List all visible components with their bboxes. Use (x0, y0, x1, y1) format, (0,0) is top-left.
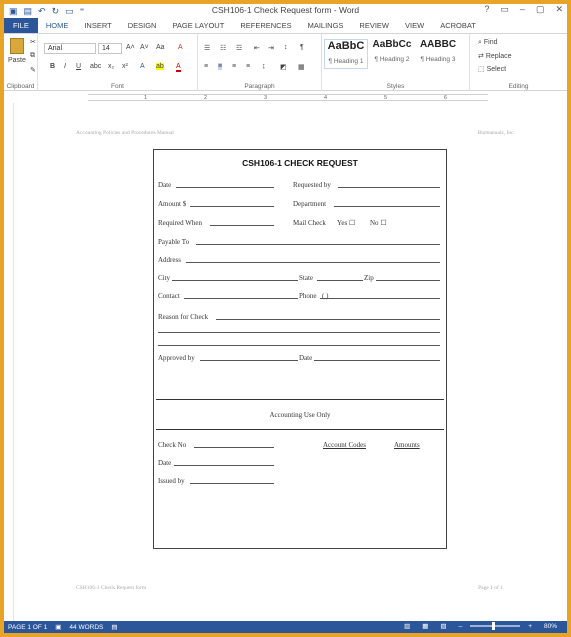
style-name: ¶ Heading 3 (420, 56, 456, 63)
requested-by-field[interactable] (338, 187, 440, 188)
check-no-label: Check No (158, 441, 187, 449)
replace-button[interactable] (478, 52, 512, 60)
select-button[interactable] (478, 65, 506, 73)
account-codes-heading: Account Codes (323, 441, 366, 449)
save-icon[interactable]: ▤ (23, 5, 33, 16)
reason-line-3[interactable] (158, 345, 440, 346)
page-header-right: Bizmanualz, Inc. (477, 130, 515, 136)
requested-by-label: Requested by (293, 181, 331, 189)
form-title: CSH106-1 CHECK REQUEST (242, 158, 358, 168)
maximize-icon[interactable]: ▢ (535, 4, 545, 14)
zoom-slider-thumb[interactable] (492, 622, 495, 630)
paste-button[interactable]: Paste (8, 57, 26, 64)
style-heading-2[interactable] (370, 39, 414, 69)
contact-field[interactable] (184, 298, 298, 299)
text-effects-icon[interactable]: A (140, 63, 145, 70)
ruler-number: 1 (144, 95, 148, 101)
phone-area-code[interactable]: ( ) (322, 292, 329, 300)
tab-acrobat[interactable]: ACROBAT (440, 21, 476, 30)
redo-icon[interactable]: ↻ (51, 5, 60, 16)
superscript-icon[interactable]: x² (122, 63, 128, 70)
show-marks-icon[interactable]: ¶ (300, 44, 304, 51)
city-label: City (158, 274, 171, 282)
date-field[interactable] (176, 187, 274, 188)
sort-icon[interactable]: ↕ (284, 44, 288, 51)
select-label: Select (486, 66, 507, 73)
read-mode-icon[interactable]: ▥ (404, 623, 411, 630)
window-title: CSH106-1 Check Request form - Word (211, 5, 360, 15)
word-count[interactable]: 44 WORDS (69, 623, 104, 631)
ruler-number: 5 (384, 95, 388, 101)
status-bar (4, 621, 567, 633)
font-color-icon[interactable]: A (176, 63, 181, 70)
tab-file[interactable]: FILE (4, 18, 38, 33)
required-when-label: Required When (158, 219, 202, 227)
subscript-icon[interactable]: x₂ (108, 63, 115, 70)
tab-mailings[interactable]: MAILINGS (307, 21, 344, 30)
required-when-field[interactable] (210, 225, 274, 226)
justify-icon[interactable]: ≡ (246, 63, 251, 70)
ribbon-tabs (4, 18, 567, 33)
shading-icon[interactable]: ◩ (280, 64, 287, 71)
approved-date-field[interactable] (314, 360, 440, 361)
ruler-number: 3 (264, 95, 268, 101)
italic-button[interactable]: I (64, 63, 66, 70)
no-checkbox-icon[interactable]: ☐ (380, 219, 387, 227)
style-heading-3[interactable] (416, 39, 460, 69)
tab-view[interactable]: VIEW (405, 21, 425, 30)
reason-label: Reason for Check (158, 313, 209, 321)
tab-references[interactable]: REFERENCES (240, 21, 292, 30)
style-sample: AABBC (419, 39, 457, 50)
page-header-left: Accounting Policies and Procedures Manual (76, 130, 174, 136)
zoom-level[interactable]: 80% (543, 622, 557, 630)
multilevel-list-icon[interactable]: ☲ (236, 45, 243, 52)
highlight-icon[interactable]: ab (156, 63, 164, 70)
customize-icon[interactable]: ⁼ (79, 5, 85, 16)
reason-line-2[interactable] (158, 332, 440, 333)
ruler-number: 4 (324, 95, 328, 101)
mail-check-label: Mail Check (293, 219, 326, 227)
department-label: Department (293, 200, 327, 208)
tab-insert[interactable]: INSERT (84, 21, 112, 30)
word-window (4, 4, 567, 633)
align-left-icon[interactable]: ≡ (204, 63, 209, 70)
phone-field[interactable] (320, 298, 440, 299)
paragraph-group (198, 34, 322, 91)
acct-date-field[interactable] (174, 465, 274, 466)
approved-by-label: Approved by (158, 354, 195, 362)
ruler-bar (88, 94, 488, 101)
tab-review[interactable]: REVIEW (359, 21, 390, 30)
select-icon: ⬚ (478, 66, 487, 73)
close-icon[interactable]: ✕ (555, 4, 563, 14)
print-layout-icon[interactable]: ▦ (422, 623, 429, 630)
tab-page-layout[interactable]: PAGE LAYOUT (172, 21, 225, 30)
acct-date-label: Date (158, 459, 172, 467)
clipboard-icon[interactable] (10, 38, 24, 54)
zip-label: Zip (364, 274, 374, 282)
editing-group (470, 34, 567, 91)
yes-option[interactable] (337, 219, 355, 227)
borders-icon[interactable]: ▦ (298, 64, 305, 71)
font-name-field[interactable]: Arial (44, 43, 96, 54)
numbering-icon[interactable]: ☷ (220, 45, 227, 52)
zoom-slider[interactable] (470, 625, 520, 627)
strikethrough-icon[interactable]: abc (90, 63, 102, 70)
format-painter-icon[interactable]: ✎ (30, 67, 36, 74)
style-heading-1[interactable] (324, 39, 368, 69)
check-no-field[interactable] (194, 447, 274, 448)
ruler-number: 2 (204, 95, 208, 101)
font-label: Font (110, 83, 124, 90)
state-label: State (299, 274, 313, 282)
minimize-icon[interactable]: – (519, 4, 525, 14)
align-right-icon[interactable]: ≡ (232, 63, 237, 70)
accounting-use-heading: Accounting Use Only (269, 411, 331, 419)
reason-field[interactable] (216, 319, 440, 320)
align-center-icon[interactable]: ≡ (218, 63, 223, 70)
cut-icon[interactable]: ✂ (30, 39, 36, 46)
change-case-icon[interactable]: Aa (156, 44, 165, 51)
zoom-control (400, 622, 561, 630)
style-name: ¶ Heading 2 (374, 56, 410, 63)
bold-button[interactable]: B (50, 63, 56, 70)
style-sample: AaBbCc (372, 39, 412, 50)
styles-label: Styles (386, 83, 405, 90)
page-footer-right: Page 1 of 1 (478, 585, 503, 591)
window-controls (484, 4, 563, 15)
font-group (38, 34, 198, 91)
tab-home[interactable]: HOME (45, 21, 69, 30)
section-divider-top (156, 399, 444, 400)
phone-label: Phone (299, 292, 317, 300)
contact-label: Contact (158, 292, 180, 300)
no-label: No (370, 219, 379, 227)
clear-format-icon[interactable]: A (178, 44, 183, 51)
title-bar (4, 4, 567, 18)
amounts-heading: Amounts (394, 441, 420, 449)
word-icon[interactable]: ▣ (9, 5, 18, 16)
styles-group (322, 34, 470, 91)
yes-label: Yes (337, 219, 348, 227)
macro-icon[interactable]: ▤ (111, 624, 118, 631)
style-name: ¶ Heading 1 (328, 58, 364, 65)
address-field[interactable] (186, 262, 440, 263)
city-field[interactable] (172, 280, 298, 281)
copy-icon[interactable]: ⧉ (30, 52, 35, 59)
underline-button[interactable]: U (76, 63, 82, 70)
approved-by-field[interactable] (200, 360, 298, 361)
clipboard-group (4, 34, 38, 91)
find-icon: ⌕ (478, 39, 484, 46)
issued-by-label: Issued by (158, 477, 185, 485)
decrease-indent-icon[interactable]: ⇤ (254, 45, 260, 52)
undo-icon[interactable]: ↶ (38, 5, 46, 16)
replace-label: Replace (485, 53, 512, 60)
state-field[interactable] (317, 280, 363, 281)
replace-icon: ⇄ (478, 53, 486, 60)
ribbon-display-icon[interactable]: ▭ (500, 4, 509, 14)
section-divider-bottom (156, 429, 444, 430)
paragraph-label: Paragraph (244, 83, 275, 90)
tab-design[interactable]: DESIGN (127, 21, 157, 30)
amount-field[interactable] (190, 206, 274, 207)
horizontal-ruler[interactable] (4, 92, 567, 103)
payable-to-label: Payable To (158, 238, 190, 246)
zip-field[interactable] (376, 280, 440, 281)
ruler-number: 6 (444, 95, 448, 101)
find-label: Find (483, 39, 498, 46)
vertical-ruler[interactable] (4, 103, 14, 621)
date-label: Date (158, 181, 172, 189)
check-request-form[interactable] (153, 149, 447, 549)
font-size-field[interactable]: 14 (98, 43, 122, 54)
bullets-icon[interactable]: ☰ (204, 45, 211, 52)
department-field[interactable] (334, 206, 440, 207)
increase-indent-icon[interactable]: ⇥ (268, 45, 274, 52)
grow-font-icon[interactable]: A˄ (126, 44, 135, 51)
web-layout-icon[interactable]: ▧ (440, 623, 447, 630)
proofing-icon[interactable]: ▣ (55, 624, 62, 631)
payable-to-field[interactable] (196, 244, 440, 245)
print-icon[interactable]: ▭ (65, 5, 74, 16)
clipboard-label: Clipboard (6, 83, 35, 90)
find-button[interactable] (478, 39, 498, 47)
approved-date-label: Date (299, 354, 313, 362)
help-icon[interactable]: ? (484, 4, 490, 14)
no-option[interactable] (370, 219, 387, 227)
yes-checkbox-icon[interactable]: ☐ (348, 219, 356, 227)
ribbon (4, 33, 567, 91)
page-footer-left: CSH106-1 Check Request form (76, 585, 147, 591)
issued-by-field[interactable] (190, 483, 274, 484)
page-count[interactable]: PAGE 1 OF 1 (8, 623, 48, 631)
address-label: Address (158, 256, 181, 264)
line-spacing-icon[interactable]: ↨ (262, 63, 266, 70)
zoom-out-icon[interactable]: – (458, 622, 463, 630)
zoom-in-icon[interactable]: + (528, 622, 532, 630)
shrink-font-icon[interactable]: A˅ (140, 44, 149, 51)
editing-label: Editing (508, 83, 529, 90)
style-sample: AaBbC (327, 40, 365, 52)
amount-label: Amount $ (158, 200, 187, 208)
